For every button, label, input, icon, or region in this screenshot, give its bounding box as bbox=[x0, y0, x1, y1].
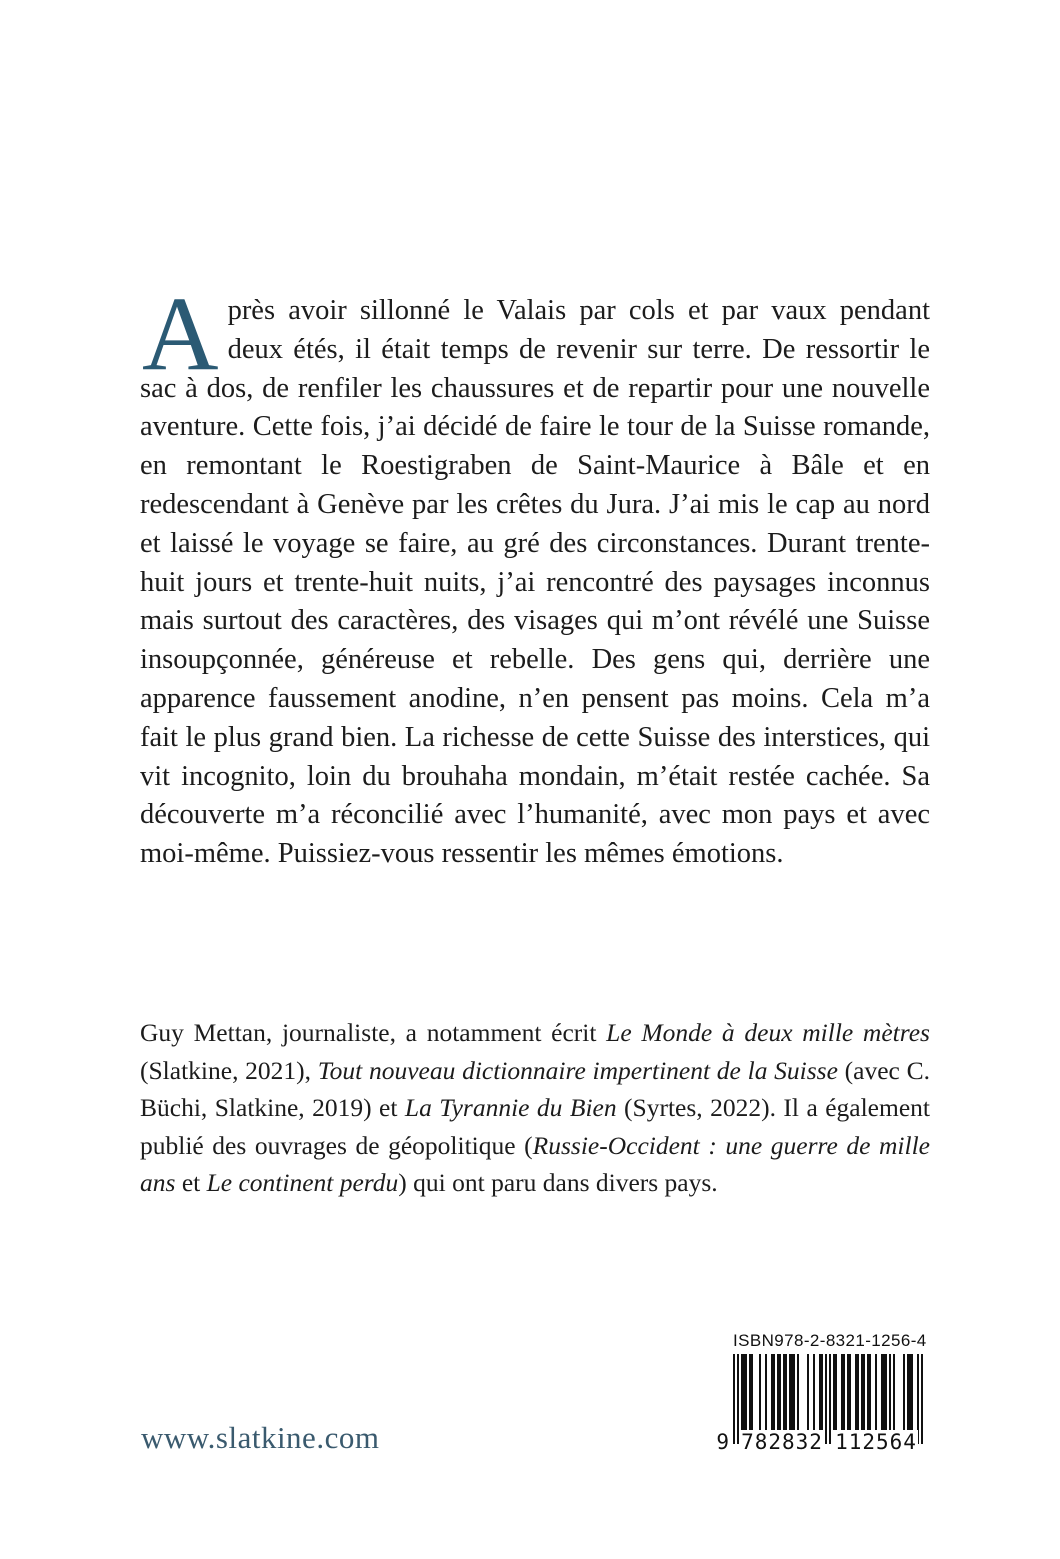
bio-text: ) qui ont paru dans divers pays. bbox=[398, 1168, 718, 1198]
isbn-line bbox=[733, 1331, 925, 1351]
barcode-digit-first: 9 bbox=[716, 1430, 729, 1454]
barcode-digits bbox=[716, 1428, 925, 1454]
bio-text: (avec C. Büchi, Slatkine, 2019) et bbox=[140, 1055, 930, 1123]
bio-text: (Syrtes, 2022). Il a également publié des ouvrages de géopolitique ( bbox=[140, 1093, 930, 1160]
synopsis-text: près avoir sillonné le Valais par cols et par vaux pendant deux étés, il était temps de revenir sur terre. De ressortir le sac à dos, de renfiler les chaussures et de repartir pour une nouvelle aventure. Cette fois, j’ai décidé de faire le tour de la Suisse romande, en remontant le Roestigraben de Saint-Maurice à Bâle et en redescendant à Genève par les crêtes du Jura. J’ai mis le cap au nord et laissé le voyage se faire, au gré des circonstances. Durant trente-huit jours et trente-huit nuits, j’ai rencontré des paysages inconnus mais surtout des caractères, des visages qui m’ont révélé une Suisse insoupçonnée, généreuse et rebelle. Des gens qui, derrière une apparence faussement anodine, n’en pensent pas moins. Cela m’a fait le plus grand bien. La richesse de cette Suisse des interstices, qui vit incognito, loin du brouhaha mondain, m’était restée cachée. Sa découverte m’a réconcilié avec l’humanité, avec mon pays et avec moi-même. Puissiez-vous ressentir les mêmes émotions. bbox=[140, 295, 930, 870]
publisher-website: www.slatkine.com bbox=[141, 1420, 380, 1455]
synopsis-paragraph bbox=[140, 275, 930, 874]
barcode-digits-right: 112564 bbox=[835, 1430, 917, 1454]
barcode-digits-left: 782832 bbox=[741, 1430, 823, 1454]
isbn-label: ISBN bbox=[733, 1331, 775, 1350]
book-title: Le Monde à deux mille mètres bbox=[606, 1018, 930, 1047]
bio-text: et bbox=[175, 1168, 207, 1198]
author-bio bbox=[140, 1014, 930, 1202]
book-title: Russie-Occident : une guerre de mille ans bbox=[140, 1130, 930, 1198]
ean13-barcode bbox=[716, 1354, 925, 1470]
book-title: Le continent perdu bbox=[206, 1168, 399, 1198]
isbn-barcode-block bbox=[716, 1331, 927, 1470]
isbn-number: 978-2-8321-1256-4 bbox=[774, 1331, 927, 1350]
book-title: Tout nouveau dictionnaire impertinent de la Suisse bbox=[317, 1055, 838, 1085]
bio-text: (Slatkine, 2021), bbox=[140, 1055, 318, 1085]
drop-cap: A bbox=[142, 275, 219, 392]
bio-text: Guy Mettan, journaliste, a notamment écrit bbox=[140, 1018, 607, 1047]
book-title: La Tyrannie du Bien bbox=[404, 1093, 617, 1123]
